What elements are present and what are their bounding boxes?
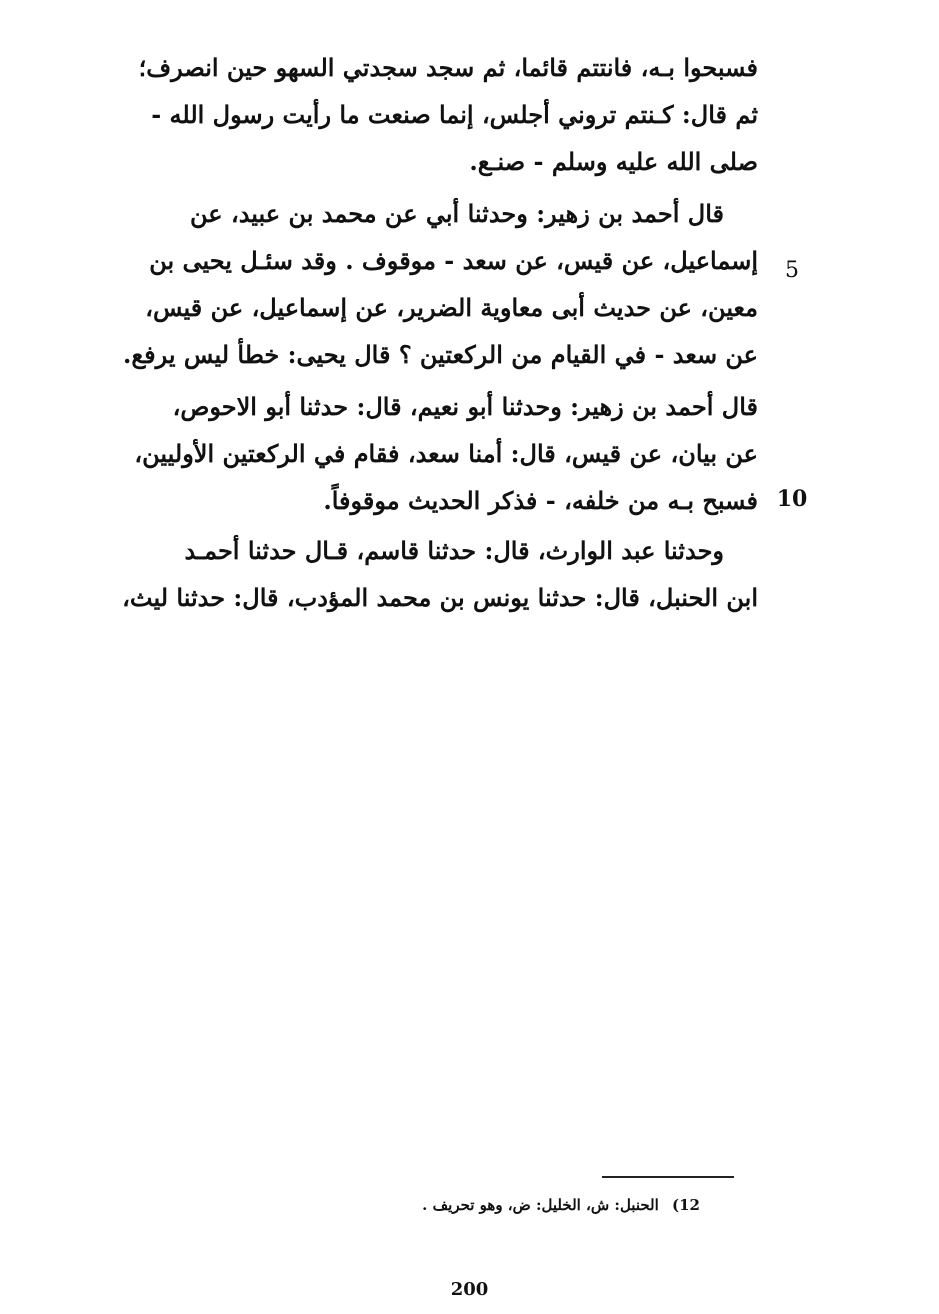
margin-line-number: 5 — [785, 258, 799, 283]
footnote-number: 12) — [672, 1196, 700, 1214]
text-line: فسبحوا بـه، فانتتم قائما، ثم سجد سجدتي السهو حين انصرف؛ — [138, 53, 758, 82]
footnote — [300, 1190, 700, 1220]
text-line: ثم قال: كـنتم تروني أجلس، إنما صنعت ما رأيت رسول الله - — [151, 100, 758, 129]
text-line: فسبح بـه من خلفه، - فذكر الحديث موقوفاً. — [323, 486, 758, 515]
footnote-text: الحنبل: ش، الخليل: ض، وهو تحريف . — [422, 1196, 659, 1214]
paragraph-4 — [112, 527, 758, 621]
paragraph-2 — [112, 190, 758, 378]
text-line: معين، عن حديث أبى معاوية الضرير، عن إسماعيل، عن قيس، — [145, 293, 758, 322]
text-line: عن سعد - في القيام من الركعتين ؟ قال يحيى: خطأ ليس يرفع. — [123, 340, 758, 369]
text-line: وحدثنا عبد الوارث، قال: حدثنا قاسم، قـال حدثنا أحمـد — [184, 536, 724, 565]
text-line: إسماعيل، عن قيس، عن سعد - موقوف . وقد سئـل يحيى بن — [149, 246, 758, 275]
text-line: ابن الحنبل، قال: حدثنا يونس بن محمد المؤدب، قال: حدثنا ليث، — [122, 583, 758, 612]
margin-line-number: 10 — [776, 486, 808, 512]
paragraph-3 — [112, 383, 758, 524]
text-line: قال أحمد بن زهير: وحدثنا أبي عن محمد بن عبيد، عن — [190, 199, 724, 228]
paragraph-1 — [112, 44, 758, 185]
text-line: صلى الله عليه وسلم - صنـع. — [469, 147, 758, 176]
text-line: عن بيان، عن قيس، قال: أمنا سعد، فقام في الركعتين الأوليين، — [134, 439, 758, 468]
page-number: 200 — [450, 1279, 489, 1300]
text-line: قال أحمد بن زهير: وحدثنا أبو نعيم، قال: حدثنا أبو الاحوص، — [172, 392, 758, 421]
footnote-divider — [602, 1176, 734, 1178]
